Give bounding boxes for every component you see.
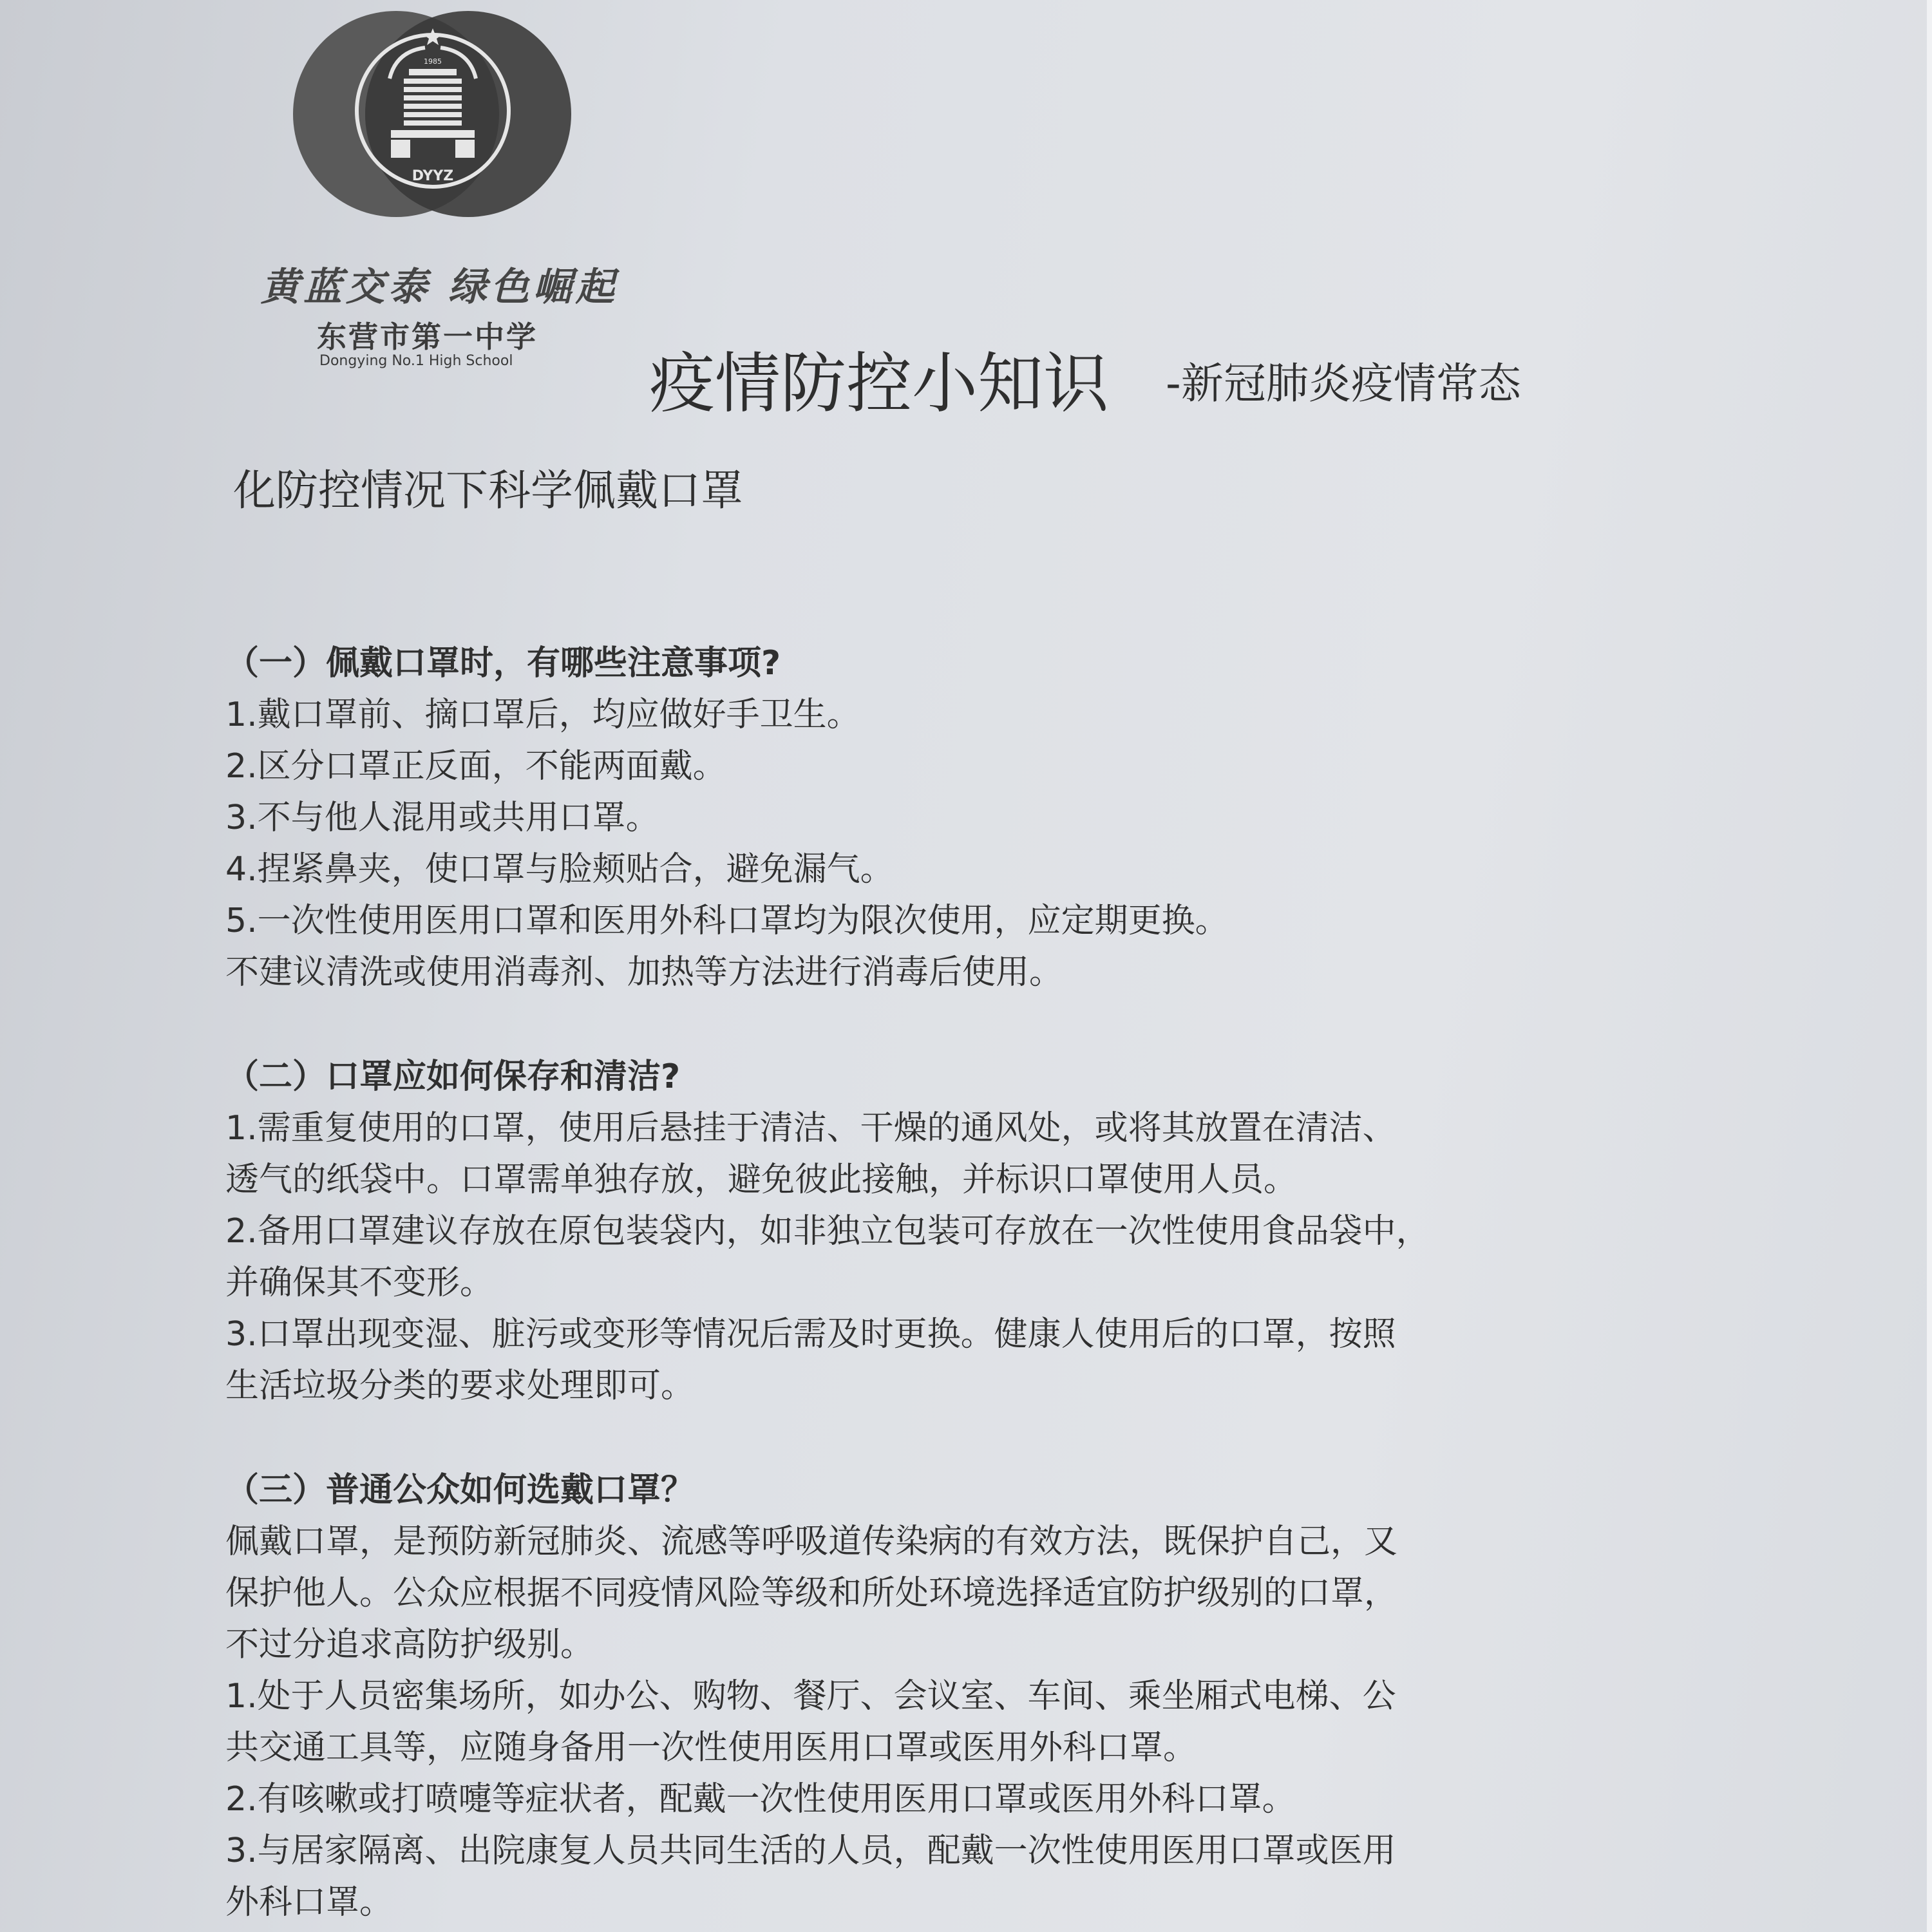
paragraph-line: 佩戴口罩，是预防新冠肺炎、流感等呼吸道传染病的有效方法，既保护自己，又: [225, 1522, 1398, 1561]
paragraph-line: 透气的纸袋中。口罩需单独存放，避免彼此接触，并标识口罩使用人员。: [225, 1160, 1298, 1199]
school-name-english: Dongying No.1 High School: [319, 353, 513, 369]
school-motto: 黄蓝交泰 绿色崛起: [261, 265, 618, 310]
paragraph-line: 2.备用口罩建议存放在原包装袋内，如非独立包装可存放在一次性使用食品袋中，: [225, 1212, 1430, 1251]
paragraph-line: 2.有咳嗽或打喷嚏等症状者，配戴一次性使用医用口罩或医用外科口罩。: [225, 1780, 1296, 1819]
paragraph-line: 并确保其不变形。: [225, 1264, 494, 1302]
paragraph-line: 2.区分口罩正反面，不能两面戴。: [225, 747, 726, 786]
paragraph-line: 4.捏紧鼻夹，使口罩与脸颊贴合，避免漏气。: [225, 850, 894, 889]
page-subtitle: -新冠肺炎疫情常态: [1166, 359, 1521, 408]
document-body: [225, 638, 1681, 1932]
paragraph-line: 3.口罩出现变湿、脏污或变形等情况后需及时更换。健康人使用后的口罩，按照: [225, 1315, 1396, 1354]
paragraph-line: 共交通工具等，应随身备用一次性使用医用口罩或医用外科口罩。: [225, 1728, 1197, 1767]
section-3: [225, 1464, 1681, 1928]
school-logo: [293, 1, 573, 227]
paragraph-line: 1.处于人员密集场所，如办公、购物、餐厅、会议室、车间、乘坐厢式电梯、公: [225, 1677, 1396, 1716]
school-name-chinese: 东营市第一中学: [317, 319, 538, 354]
section-heading: （三）普通公众如何选戴口罩？: [225, 1471, 695, 1510]
paragraph-line: 不过分追求高防护级别。: [225, 1625, 594, 1664]
paragraph-line: 5.一次性使用医用口罩和医用外科口罩均为限次使用，应定期更换。: [225, 902, 1229, 940]
paragraph-line: 保护他人。公众应根据不同疫情风险等级和所处环境选择适宜防护级别的口罩，: [225, 1574, 1398, 1613]
logo-abbr: DYYZ: [412, 168, 454, 184]
section-heading: （二）口罩应如何保存和清洁?: [225, 1057, 681, 1096]
paragraph-line: 生活垃圾分类的要求处理即可。: [225, 1367, 695, 1405]
paragraph-line: 外科口罩。: [225, 1883, 393, 1922]
page-title: 疫情防控小知识: [649, 346, 1109, 422]
logo-year: 1985: [424, 57, 442, 66]
section-heading: （一）佩戴口罩时，有哪些注意事项?: [225, 644, 781, 683]
page-subtitle-continuation: 化防控情况下科学佩戴口罩: [233, 466, 743, 515]
section-1: [225, 638, 1681, 998]
paragraph-line: 3.不与他人混用或共用口罩。: [225, 799, 659, 837]
paragraph-line: 1.戴口罩前、摘口罩后，均应做好手卫生。: [225, 696, 860, 734]
section-2: [225, 1051, 1681, 1412]
paper-edge: [1927, 0, 1932, 1932]
paragraph-line: 3.与居家隔离、出院康复人员共同生活的人员，配戴一次性使用医用口罩或医用: [225, 1832, 1396, 1870]
paragraph-line: 不建议清洗或使用消毒剂、加热等方法进行消毒后使用。: [225, 953, 1063, 992]
paragraph-line: 1.需重复使用的口罩，使用后悬挂于清洁、干燥的通风处，或将其放置在清洁、: [225, 1109, 1396, 1148]
